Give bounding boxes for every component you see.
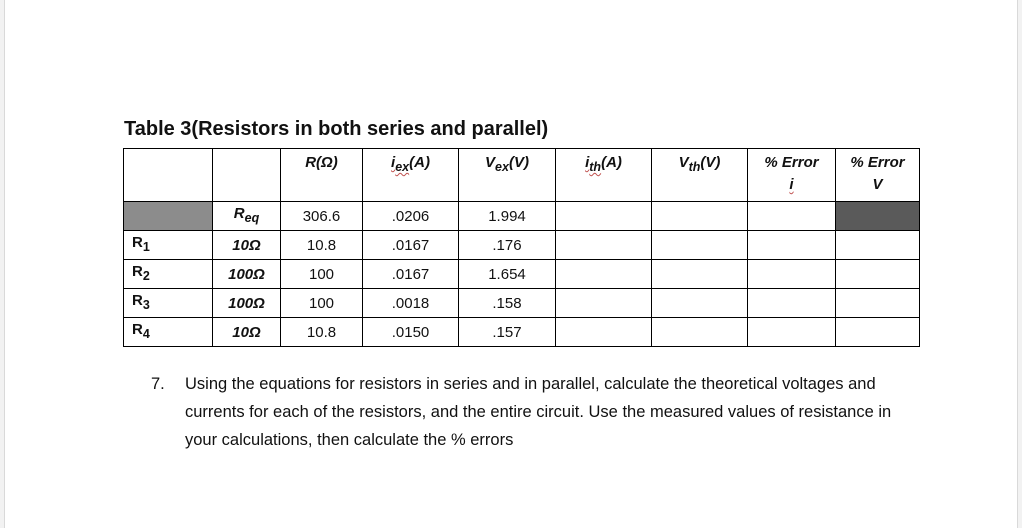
cell-error-v — [836, 260, 920, 289]
cell-error-i — [748, 318, 836, 347]
row-label-sub: 2 — [142, 269, 150, 283]
cell-r: 100 — [281, 260, 363, 289]
cell-ith — [556, 318, 652, 347]
header-ith-sub: th — [589, 160, 602, 174]
header-vex — [459, 149, 556, 202]
cell-vth — [652, 289, 748, 318]
table-row-r3 — [124, 289, 920, 318]
cell-iex: .0150 — [363, 318, 459, 347]
header-blank-rval — [213, 149, 281, 202]
header-iex-unit: (A) — [409, 154, 430, 171]
header-vth — [652, 149, 748, 202]
row-label-sub: 4 — [142, 327, 150, 341]
header-iex-sub: ex — [395, 160, 410, 174]
header-error-i — [748, 149, 836, 202]
header-ith-unit: (A) — [601, 154, 622, 171]
table-row-r1 — [124, 231, 920, 260]
instruction-text: Using the equations for resistors in series and in parallel, calculate the theoretical voltages and currents for each of the resistors, and the entire circuit. Use the measured values of resistance in your calculations, then calculate the % errors — [185, 375, 892, 449]
cell-error-v — [836, 289, 920, 318]
header-r: R(Ω) — [281, 149, 363, 202]
cell-vex: .158 — [459, 289, 556, 318]
row-rval-cell: 10Ω — [213, 231, 281, 260]
cell-iex: .0018 — [363, 289, 459, 318]
header-error-v — [836, 149, 920, 202]
row-label-base: R — [132, 263, 143, 280]
cell-vth — [652, 260, 748, 289]
header-error-i-line2: i — [789, 176, 794, 193]
rval-base: R — [233, 205, 245, 222]
row-rval-cell: 10Ω — [213, 318, 281, 347]
header-vth-base: V — [678, 154, 689, 171]
header-vth-unit: (V) — [700, 154, 721, 171]
header-error-i-line1: % Error — [764, 154, 819, 171]
row-label-base: R — [132, 234, 143, 251]
cell-error-v — [836, 202, 920, 231]
cell-ith — [556, 260, 652, 289]
cell-vex: 1.994 — [459, 202, 556, 231]
instruction-number: 7. — [151, 375, 165, 393]
header-iex-base: i — [391, 154, 396, 171]
header-blank-label — [124, 149, 213, 202]
cell-r: 10.8 — [281, 231, 363, 260]
header-vex-unit: (V) — [508, 154, 529, 171]
header-error-v-line1: % Error — [850, 154, 905, 171]
cell-vex: 1.654 — [459, 260, 556, 289]
row-label-base: R — [132, 292, 143, 309]
table-row-r2 — [124, 260, 920, 289]
header-vex-base: V — [485, 154, 496, 171]
header-ith-base: i — [585, 154, 590, 171]
row-label-sub: 3 — [142, 298, 150, 312]
row-label-cell — [124, 231, 213, 260]
cell-vth — [652, 231, 748, 260]
cell-r: 306.6 — [281, 202, 363, 231]
cell-r: 100 — [281, 289, 363, 318]
cell-ith — [556, 202, 652, 231]
header-row — [124, 149, 920, 202]
row-label-cell — [124, 318, 213, 347]
row-label-cell — [124, 289, 213, 318]
cell-vth — [652, 318, 748, 347]
row-rval-cell — [213, 202, 281, 231]
header-vex-sub: ex — [495, 160, 509, 174]
table-row-req — [124, 202, 920, 231]
cell-ith — [556, 231, 652, 260]
row-label-cell — [124, 202, 213, 231]
cell-iex: .0167 — [363, 231, 459, 260]
header-ith — [556, 149, 652, 202]
document-page — [4, 0, 1018, 528]
cell-error-i — [748, 260, 836, 289]
row-rval-cell: 100Ω — [213, 289, 281, 318]
cell-iex: .0167 — [363, 260, 459, 289]
row-rval-cell: 100Ω — [213, 260, 281, 289]
cell-ith — [556, 289, 652, 318]
header-error-v-line2: V — [872, 176, 883, 193]
rval-sub: eq — [244, 211, 260, 225]
cell-error-i — [748, 289, 836, 318]
cell-error-v — [836, 318, 920, 347]
cell-vex: .176 — [459, 231, 556, 260]
row-label-base: R — [132, 321, 143, 338]
cell-iex: .0206 — [363, 202, 459, 231]
row-label-cell — [124, 260, 213, 289]
row-label-sub: 1 — [142, 240, 150, 254]
cell-error-i — [748, 202, 836, 231]
table-row-r4 — [124, 318, 920, 347]
cell-error-i — [748, 231, 836, 260]
cell-vth — [652, 202, 748, 231]
resistor-table — [123, 148, 920, 347]
cell-r: 10.8 — [281, 318, 363, 347]
header-iex — [363, 149, 459, 202]
header-vth-sub: th — [688, 160, 701, 174]
cell-vex: .157 — [459, 318, 556, 347]
cell-error-v — [836, 231, 920, 260]
table-title: Table 3(Resistors in both series and parallel) — [124, 118, 549, 140]
